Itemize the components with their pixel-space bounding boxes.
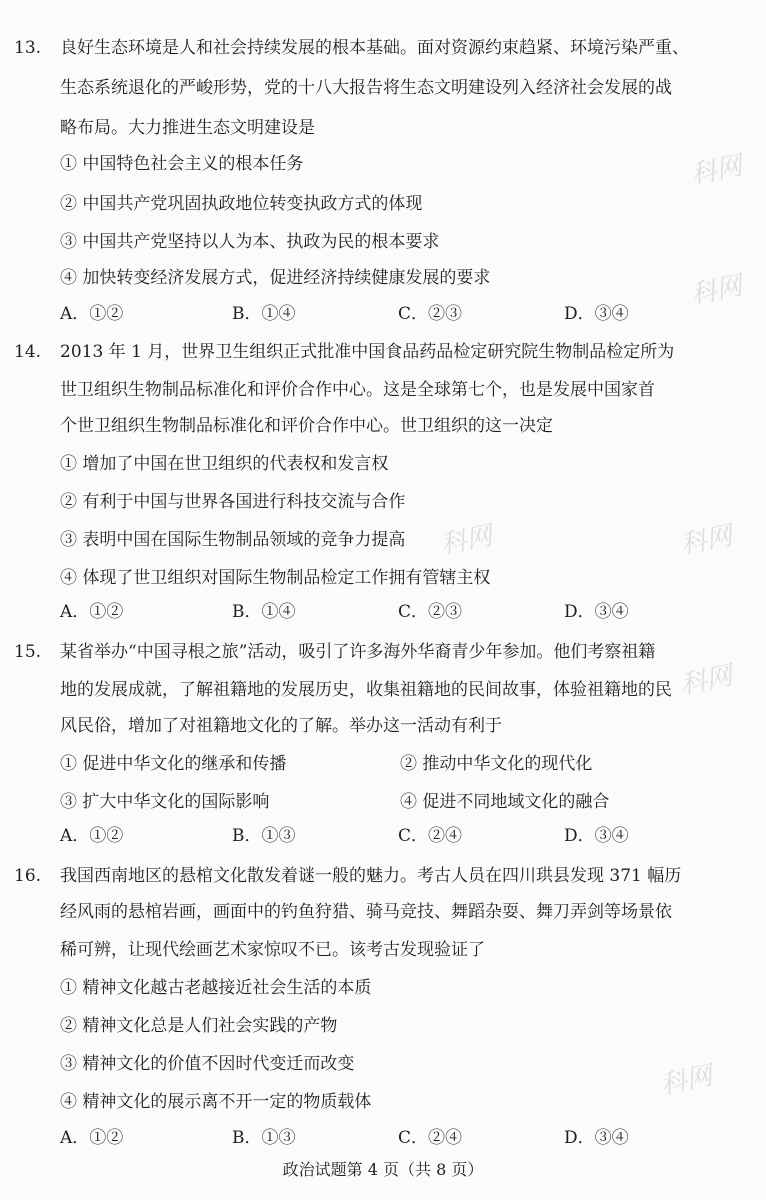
answer-b: B．①③ — [232, 1128, 296, 1148]
answer-d: D．③④ — [564, 602, 629, 622]
answer-d: D．③④ — [564, 1128, 629, 1148]
watermark: 科网 — [677, 660, 736, 702]
question-text: 经风雨的悬棺岩画，画面中的钓鱼狩猎、骑马竞技、舞蹈杂耍、舞刀弄剑等场景依 — [60, 902, 672, 922]
answer-a: A．①② — [60, 602, 124, 622]
watermark: 科网 — [677, 520, 736, 562]
answer-c: C．②④ — [398, 826, 463, 846]
question-number: 16. — [14, 866, 42, 886]
answer-a: A．①② — [60, 826, 124, 846]
question-text: 地的发展成就，了解祖籍地的发展历史，收集祖籍地的民间故事，体验祖籍地的民 — [60, 680, 672, 700]
option-text: ② 推动中华文化的现代化 — [400, 754, 593, 774]
answer-c: C．②③ — [398, 304, 463, 324]
option-text: ① 精神文化越古老越接近社会生活的本质 — [60, 978, 372, 998]
option-text: ① 中国特色社会主义的根本任务 — [60, 154, 304, 174]
option-text: ③ 精神文化的价值不因时代变迁而改变 — [60, 1054, 355, 1074]
watermark: 科网 — [657, 1060, 716, 1102]
question-text: 稀可辨，让现代绘画艺术家惊叹不已。该考古发现验证了 — [60, 940, 485, 960]
answer-d: D．③④ — [564, 304, 629, 324]
answer-c: C．②③ — [398, 602, 463, 622]
question-text: 世卫组织生物制品标准化和评价合作中心。这是全球第七个，也是发展中国家首 — [60, 380, 655, 400]
question-text: 良好生态环境是人和社会持续发展的根本基础。面对资源约束趋紧、环境污染严重、 — [60, 38, 689, 58]
watermark: 科网 — [687, 150, 746, 192]
option-text: ② 中国共产党巩固执政地位转变执政方式的体现 — [60, 194, 423, 214]
option-text: ④ 精神文化的展示离不开一定的物质载体 — [60, 1092, 372, 1112]
option-text: ④ 加快转变经济发展方式，促进经济持续健康发展的要求 — [60, 268, 491, 288]
question-number: 15. — [14, 642, 42, 662]
question-number: 13. — [14, 38, 42, 58]
option-text: ④ 体现了世卫组织对国际生物制品检定工作拥有管辖主权 — [60, 568, 491, 588]
question-number: 14. — [14, 342, 42, 362]
option-text: ③ 中国共产党坚持以人为本、执政为民的根本要求 — [60, 232, 440, 252]
answer-a: A．①② — [60, 1128, 124, 1148]
answer-c: C．②④ — [398, 1128, 463, 1148]
option-text: ③ 扩大中华文化的国际影响 — [60, 792, 270, 812]
watermark: 科网 — [687, 270, 746, 312]
option-text: ② 有利于中国与世界各国进行科技交流与合作 — [60, 492, 406, 512]
answer-b: B．①③ — [232, 826, 296, 846]
page-footer: 政治试题第 4 页（共 8 页） — [282, 1160, 484, 1179]
question-text: 2013 年 1 月，世界卫生组织正式批准中国食品药品检定研究院生物制品检定所为 — [60, 342, 675, 362]
option-text: ④ 促进不同地域文化的融合 — [400, 792, 610, 812]
option-text: ③ 表明中国在国际生物制品领域的竞争力提高 — [60, 530, 406, 550]
answer-d: D．③④ — [564, 826, 629, 846]
option-text: ② 精神文化总是人们社会实践的产物 — [60, 1016, 338, 1036]
question-text: 生态系统退化的严峻形势，党的十八大报告将生态文明建设列入经济社会发展的战 — [60, 78, 672, 98]
watermark: 科网 — [437, 520, 496, 562]
question-text: 个世卫组织生物制品标准化和评价合作中心。世卫组织的这一决定 — [60, 416, 553, 436]
answer-b: B．①④ — [232, 304, 296, 324]
answer-b: B．①④ — [232, 602, 296, 622]
question-text: 我国西南地区的悬棺文化散发着谜一般的魅力。考古人员在四川珙县发现 371 幅历 — [60, 866, 682, 886]
question-text: 略布局。大力推进生态文明建设是 — [60, 118, 315, 138]
question-text: 某省举办“中国寻根之旅”活动，吸引了许多海外华裔青少年参加。他们考察祖籍 — [60, 642, 656, 662]
option-text: ① 促进中华文化的继承和传播 — [60, 754, 287, 774]
option-text: ① 增加了中国在世卫组织的代表权和发言权 — [60, 454, 389, 474]
question-text: 风民俗，增加了对祖籍地文化的了解。举办这一活动有利于 — [60, 716, 502, 736]
answer-a: A．①② — [60, 304, 124, 324]
